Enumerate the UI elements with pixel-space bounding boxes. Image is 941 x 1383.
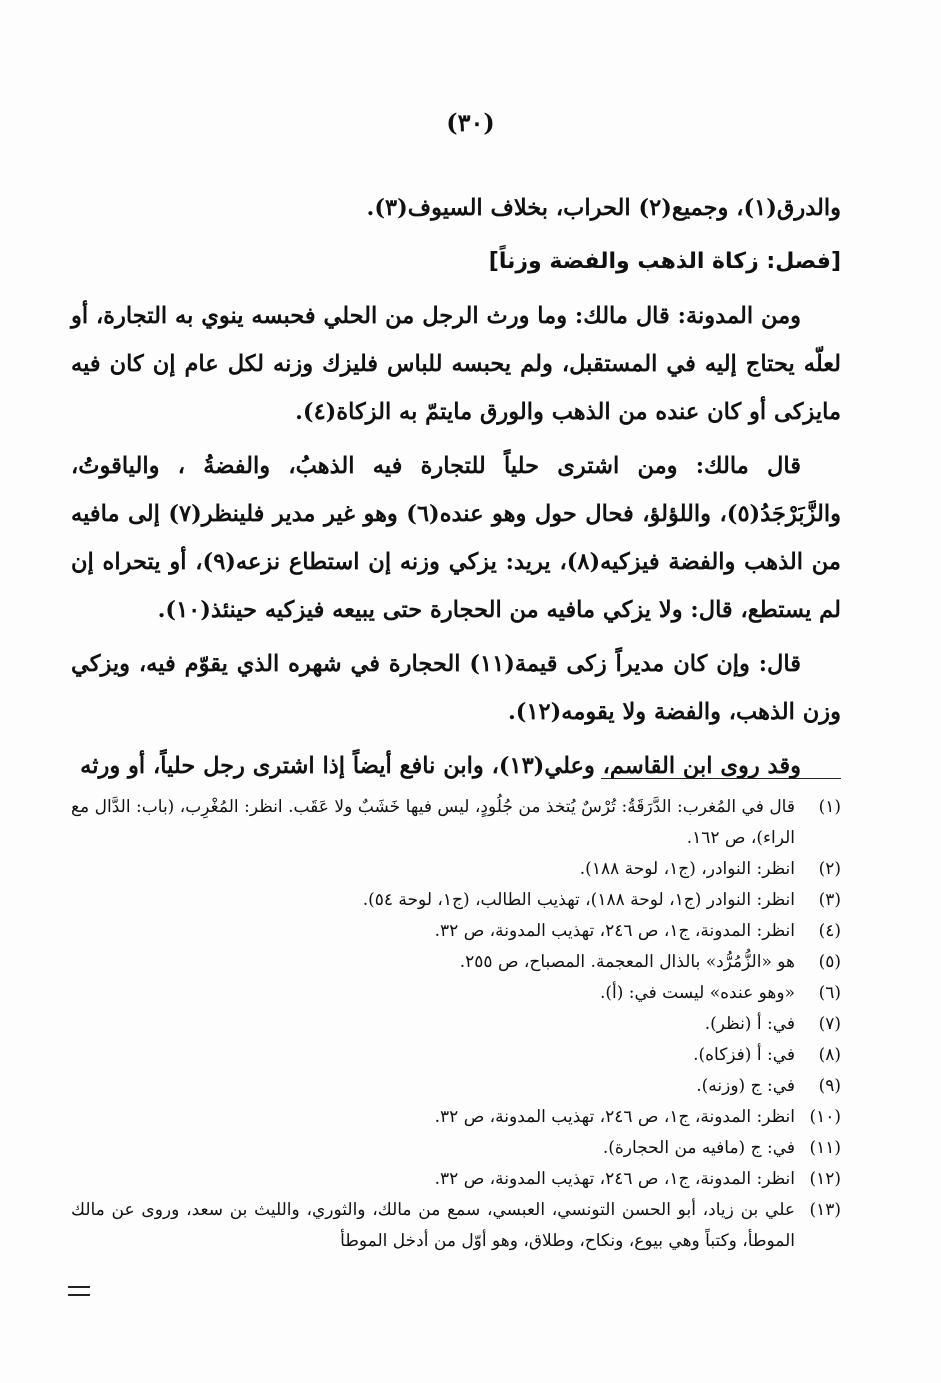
main-text [71, 184, 841, 796]
footnote-text: هو «الزُّمُرُّد» بالذال المعجمة. المصباح، ص ٢٥٥. [459, 952, 795, 972]
footnote [71, 978, 841, 1009]
footnote-text: انظر: النوادر، (ج١، لوحة ١٨٨). [579, 859, 795, 879]
footnote-number: (١١) [809, 1138, 841, 1158]
footnote [71, 1071, 841, 1102]
footnotes [71, 792, 841, 1257]
footnote [71, 792, 841, 854]
footnote-text: في: أ (نظر). [704, 1014, 795, 1034]
continuation-mark [68, 1286, 90, 1296]
footnote-text: في: أ (فزكاه). [693, 1045, 795, 1065]
footnote [71, 1164, 841, 1195]
footnote-number: (١) [818, 797, 841, 817]
footnote-number: (١٣) [809, 1200, 841, 1220]
paragraph-3: قال مالك: ومن اشترى حلياً للتجارة فيه الذهبُ، والفضةُ ، والياقوتُ، والزَّبَرْجَدُ(٥)، واللؤلؤ، فحال حول وهو عنده(٦) وهو غير مدير فلينظر(٧) إلى مافيه من الذهب والفضة فيزكيه(٨)، يريد: يزكي وزنه إن استطاع نزعه(٩)، أو يتحراه إن لم يستطع، قال: ولا يزكي مافيه من الحجارة حتى يبيعه فيزكيه حينئذ(١٠). [71, 453, 841, 623]
footnote-separator [601, 778, 841, 779]
footnote-text: «وهو عنده» ليست في: (أ). [599, 983, 795, 1003]
footnote-number: (٩) [818, 1076, 841, 1096]
footnote [71, 916, 841, 947]
footnote [71, 1133, 841, 1164]
page-number: (٣٠) [446, 108, 495, 137]
footnote-number: (٧) [818, 1014, 841, 1034]
footnote-text: في: ج (مافيه من الحجارة). [602, 1138, 795, 1158]
footnote [71, 947, 841, 978]
paragraph-1: والدرق(١)، وجميع(٢) الحراب، بخلاف السيوف(٣). [366, 195, 841, 221]
footnote-number: (٣) [818, 890, 841, 910]
footnote-text: انظر: النوادر (ج١، لوحة ١٨٨)، تهذيب الطالب، (ج١، لوحة ٥٤). [362, 890, 795, 910]
footnote-text: في: ج (وزنه). [696, 1076, 795, 1096]
footnote [71, 1102, 841, 1133]
paragraph-5: وقد روى ابن القاسم، وعلي(١٣)، وابن نافع أيضاً إذا اشترى رجل حلياً، أو ورثه [80, 753, 801, 779]
footnote-text: انظر: المدونة، ج١، ص ٢٤٦، تهذيب المدونة، ص ٣٢. [434, 1107, 795, 1127]
footnote-number: (٤) [818, 921, 841, 941]
footnote-text: علي بن زياد، أبو الحسن التونسي، العبسي، سمع من مالك، والثوري، والليث بن سعد، وروى عن مالك الموطأ، وكتباً وهي بيوع، ونكاح، وطلاق، وهو أوّل من أدخل الموطأ [71, 1200, 795, 1251]
footnote [71, 1195, 841, 1257]
footnote-text: قال في المُغرب: الدَّرَقَةُ: تُرْسٌ يُتخذ من جُلُودٍ، ليس فيها خَشَبٌ ولا عَقَب. انظر: المُغْرِب، (باب: الدَّال مع الراء)، ص ١٦٢. [71, 797, 795, 848]
footnote [71, 854, 841, 885]
footnote-number: (٨) [818, 1045, 841, 1065]
footnote [71, 885, 841, 916]
footnote-number: (١٠) [809, 1107, 841, 1127]
footnote-text: انظر: المدونة، ج١، ص ٢٤٦، تهذيب المدونة، ص ٣٢. [434, 921, 795, 941]
footnote [71, 1009, 841, 1040]
footnote-text: انظر: المدونة، ج١، ص ٢٤٦، تهذيب المدونة، ص ٣٢. [434, 1169, 795, 1189]
paragraph-4: قال: وإن كان مديراً زكى قيمة(١١) الحجارة في شهره الذي يقوّم فيه، ويزكي وزن الذهب، والفضة ولا يقومه(١٢). [71, 651, 841, 725]
footnote-number: (١٢) [809, 1169, 841, 1189]
footnote-number: (٥) [818, 952, 841, 972]
section-heading: [فصل: زكاة الذهب والفضة وزناً] [488, 249, 841, 274]
paragraph-2: ومن المدونة: قال مالك: وما ورث الرجل من الحلي فحبسه ينوي به التجارة، أو لعلّه يحتاج إليه في المستقبل، ولم يحبسه للباس فليزك وزنه لكل عام إن كان فيه مايزكى أو كان عنده من الذهب والورق مايتمّ به الزكاة(٤). [71, 303, 841, 425]
footnote-number: (٦) [818, 983, 841, 1003]
footnote-number: (٢) [818, 859, 841, 879]
footnote [71, 1040, 841, 1071]
